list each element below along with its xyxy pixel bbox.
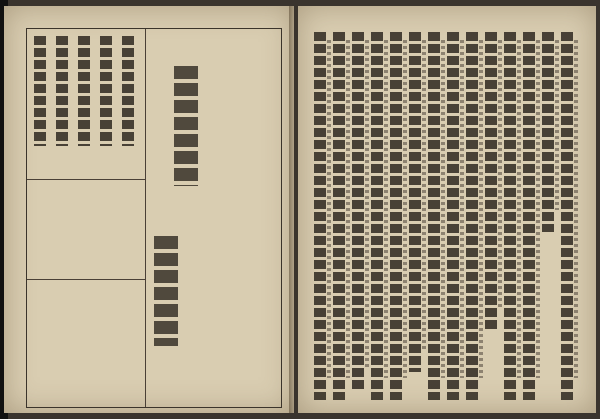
text-column [523,32,525,404]
ruby-line [460,40,464,378]
text-column [122,36,124,396]
text-line [371,32,383,400]
text-column [78,36,80,396]
ruby-line [517,40,521,378]
text-line [447,32,459,400]
text-line [352,32,364,392]
text-line [56,36,68,146]
text-column [542,32,544,404]
text-line [390,32,402,400]
text-column [34,36,36,396]
ruby-line [498,40,502,310]
ruby-line [327,40,331,378]
publisher-name-block [174,66,198,186]
colophon-text [34,36,144,396]
colophon-page [4,6,294,413]
ruby-line [365,40,369,370]
text-line [122,36,134,146]
text-line [78,36,90,146]
text-line [485,32,497,332]
text-line [542,32,554,232]
text-column [561,32,563,404]
ruby-line [346,40,350,378]
ruby-line [422,40,426,350]
text-column [371,32,373,404]
text-line [34,36,46,146]
text-column [56,36,58,396]
main-text-body [310,32,580,404]
ruby-line [555,40,559,210]
ruby-line [574,40,578,378]
text-line [523,32,535,400]
text-column [447,32,449,404]
text-line [428,32,440,400]
text-line [314,32,326,400]
text-column [428,32,430,404]
main-text-page [298,6,596,413]
text-line [561,32,573,400]
text-column [504,32,506,404]
ruby-line [384,40,388,378]
author-name-block [154,236,178,346]
colophon-divider [145,29,146,407]
text-column [352,32,354,404]
text-line [409,32,421,372]
ruby-line [403,40,407,378]
text-column [409,32,411,404]
text-line [100,36,112,146]
text-column [485,32,487,404]
text-line [466,32,478,400]
text-column [390,32,392,404]
text-line [504,32,516,400]
text-column [333,32,335,404]
text-line [333,32,345,400]
ruby-line [441,40,445,378]
text-column [100,36,102,396]
ruby-line [479,40,483,378]
ruby-line [536,40,540,378]
text-column [314,32,316,404]
text-column [466,32,468,404]
